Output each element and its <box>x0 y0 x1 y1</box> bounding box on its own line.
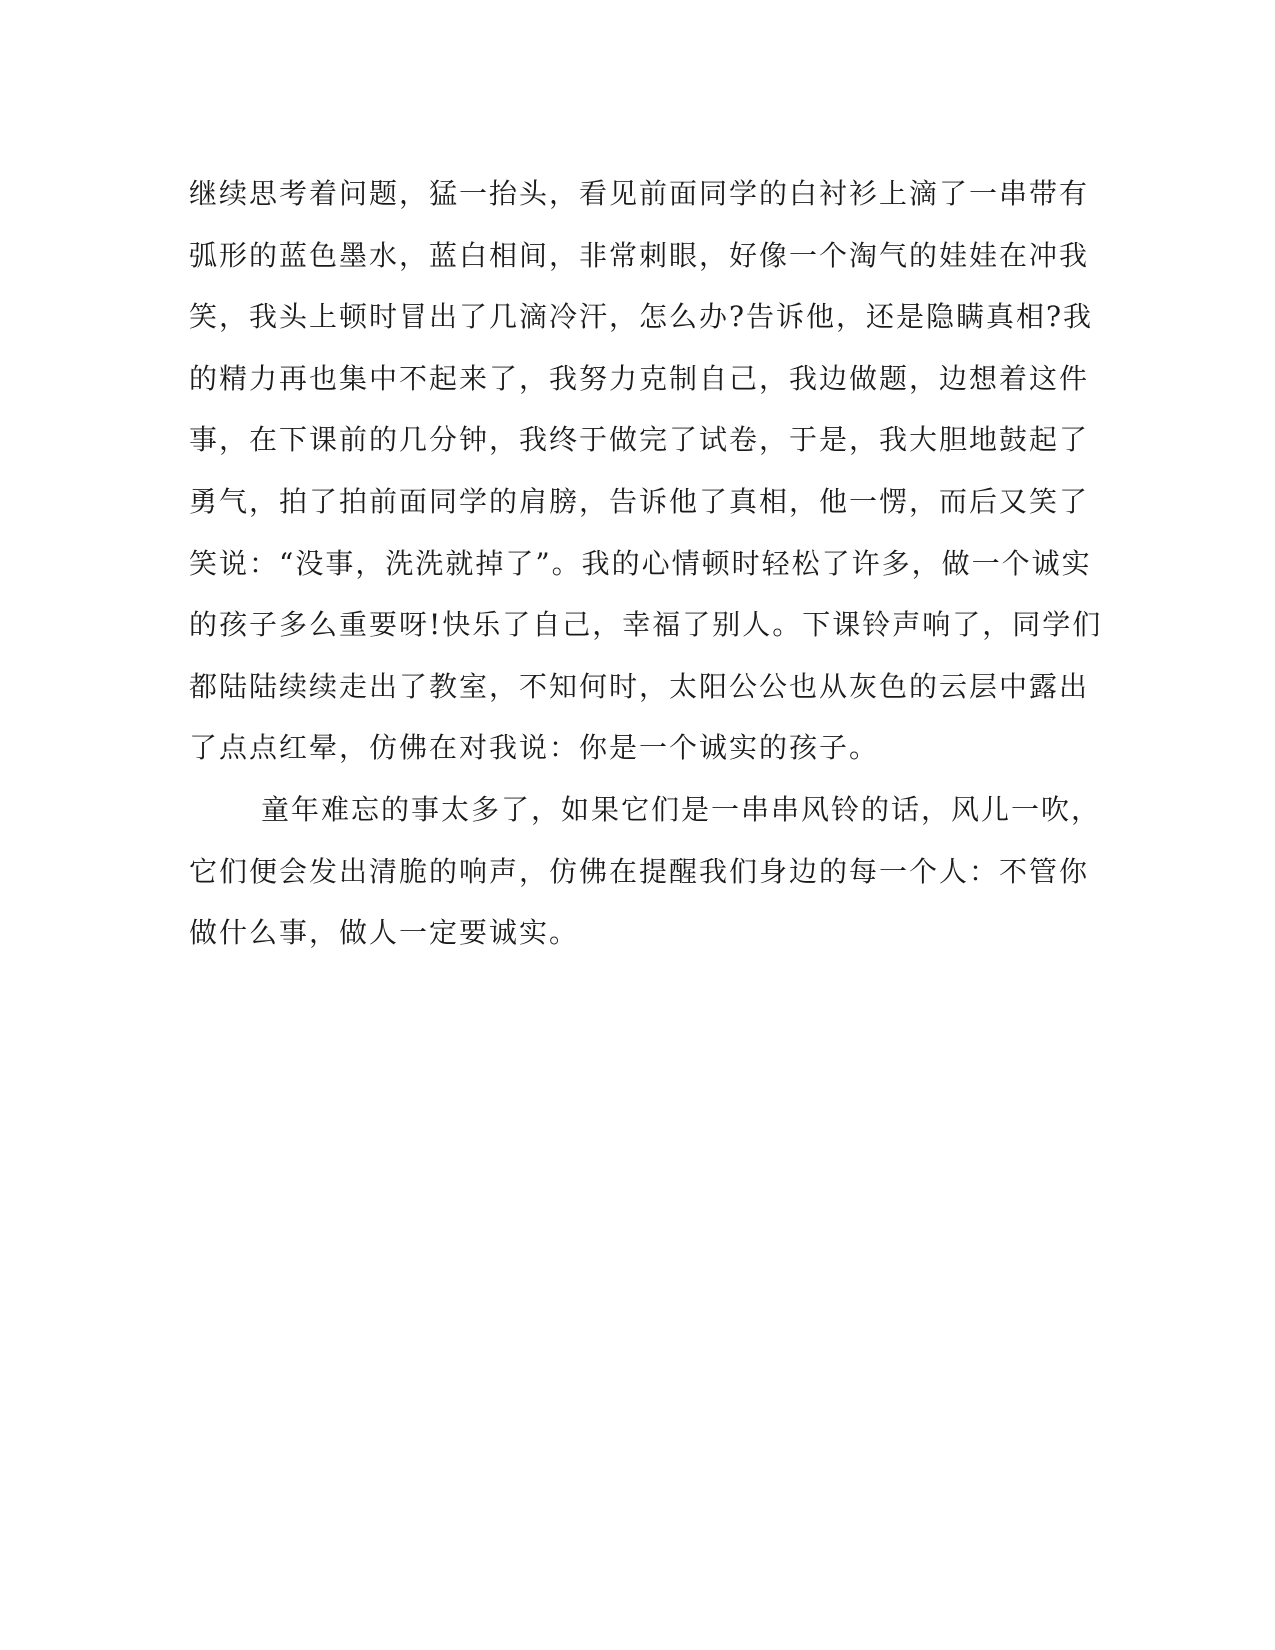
text-line: 做什么事，做人一定要诚实。 <box>189 916 580 950</box>
paragraph-2 <box>189 779 1102 964</box>
text-line: 的精力再也集中不起来了，我努力克制自己，我边做题，边想着这件 <box>189 361 1090 395</box>
text-line: 它们便会发出清脆的响声，仿佛在提醒我们身边的每一个人：不管你 <box>189 854 1090 888</box>
paragraph-1 <box>189 163 1103 779</box>
text-line: 了点点红晕，仿佛在对我说：你是一个诚实的孩子。 <box>189 731 880 765</box>
text-line: 笑，我头上顿时冒出了几滴冷汗，怎么办?告诉他，还是隐瞒真相?我 <box>189 300 1094 334</box>
text-line: 的孩子多么重要呀!快乐了自己，幸福了别人。下课铃声响了，同学们 <box>189 608 1103 642</box>
text-line: 童年难忘的事太多了，如果它们是一串串风铃的话，风儿一吹， <box>261 792 1102 826</box>
text-line: 继续思考着问题，猛一抬头，看见前面同学的白衬衫上滴了一串带有 <box>189 177 1090 210</box>
text-line: 都陆陆续续走出了教室，不知何时，太阳公公也从灰色的云层中露出 <box>189 669 1090 703</box>
text-line: 弧形的蓝色墨水，蓝白相间，非常刺眼，好像一个淘气的娃娃在冲我 <box>189 238 1090 272</box>
text-line: 笑说：“没事，洗洗就掉了”。我的心情顿时轻松了许多，做一个诚实 <box>189 546 1092 580</box>
text-line: 事，在下课前的几分钟，我终于做完了试卷，于是，我大胆地鼓起了 <box>189 423 1090 457</box>
text-line: 勇气，拍了拍前面同学的肩膀，告诉他了真相，他一愣，而后又笑了 <box>189 484 1090 518</box>
document-body <box>189 163 1103 964</box>
